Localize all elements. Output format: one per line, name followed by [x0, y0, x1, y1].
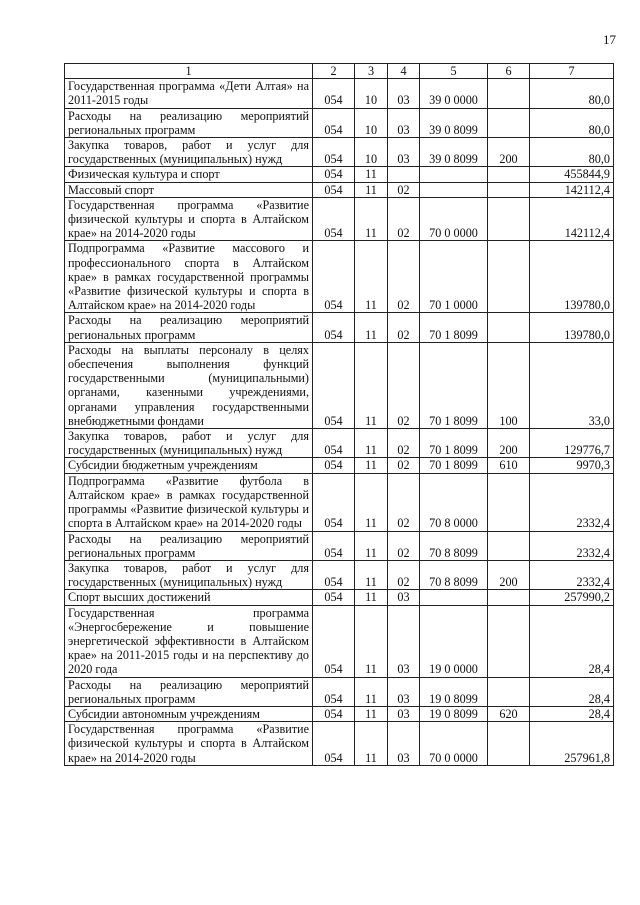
- row-subsection-cell: 02: [388, 197, 420, 241]
- row-target-article-cell: [420, 167, 488, 182]
- row-expense-type-cell: [488, 182, 530, 197]
- header-col-5: 5: [420, 64, 488, 79]
- row-subsection-cell: 03: [388, 79, 420, 108]
- row-section-cell: 11: [355, 677, 388, 706]
- row-grbs-cell: 054: [313, 167, 355, 182]
- row-sum-cell: 257961,8: [530, 722, 614, 766]
- row-target-article-cell: 19 0 8099: [420, 677, 488, 706]
- row-target-article-cell: 70 8 8099: [420, 531, 488, 560]
- row-sum-cell: 139780,0: [530, 241, 614, 313]
- row-sum-cell: 28,4: [530, 605, 614, 677]
- row-expense-type-cell: [488, 108, 530, 137]
- row-target-article-cell: 70 8 8099: [420, 560, 488, 589]
- row-sum-cell: 28,4: [530, 677, 614, 706]
- header-col-3: 3: [355, 64, 388, 79]
- row-target-article-cell: 39 0 8099: [420, 108, 488, 137]
- table-row: [65, 458, 614, 473]
- row-grbs-cell: 054: [313, 677, 355, 706]
- row-grbs-cell: 054: [313, 605, 355, 677]
- table-row: [65, 313, 614, 342]
- row-name-cell: Закупка товаров, работ и услуг для государственных (муниципальных) нужд: [65, 429, 313, 458]
- row-name-cell: Расходы на реализацию мероприятий региональных программ: [65, 108, 313, 137]
- row-expense-type-cell: [488, 167, 530, 182]
- row-expense-type-cell: [488, 197, 530, 241]
- row-expense-type-cell: [488, 605, 530, 677]
- row-name-cell: Подпрограмма «Развитие массового и профессионального спорта в Алтайском крае» в рамках государственной программы «Развитие физической культуры и спорта в Алтайском крае» на 2014-2020 годы: [65, 241, 313, 313]
- row-subsection-cell: 02: [388, 560, 420, 589]
- row-expense-type-cell: 100: [488, 342, 530, 428]
- table-row: [65, 722, 614, 766]
- row-name-cell: Государственная программа «Энергосбережение и повышение энергетической эффективности в Алтайском крае» на 2011-2015 годы и на перспективу до 2020 года: [65, 605, 313, 677]
- row-grbs-cell: 054: [313, 429, 355, 458]
- row-subsection-cell: 02: [388, 342, 420, 428]
- header-col-7: 7: [530, 64, 614, 79]
- row-name-cell: Расходы на выплаты персоналу в целях обеспечения выполнения функций государственными (муниципальными) органами, казенными учреждениями, органами управления государственными внебюджетными фондами: [65, 342, 313, 428]
- row-section-cell: 11: [355, 313, 388, 342]
- row-sum-cell: 139780,0: [530, 313, 614, 342]
- row-target-article-cell: 70 1 8099: [420, 429, 488, 458]
- row-sum-cell: 2332,4: [530, 473, 614, 531]
- row-grbs-cell: 054: [313, 138, 355, 167]
- row-expense-type-cell: [488, 473, 530, 531]
- row-section-cell: 11: [355, 560, 388, 589]
- row-section-cell: 11: [355, 590, 388, 605]
- row-section-cell: 11: [355, 167, 388, 182]
- row-expense-type-cell: 200: [488, 560, 530, 589]
- row-target-article-cell: 70 1 8099: [420, 458, 488, 473]
- row-name-cell: Физическая культура и спорт: [65, 167, 313, 182]
- row-expense-type-cell: [488, 590, 530, 605]
- row-grbs-cell: 054: [313, 560, 355, 589]
- row-name-cell: Спорт высших достижений: [65, 590, 313, 605]
- row-expense-type-cell: [488, 722, 530, 766]
- row-name-cell: Закупка товаров, работ и услуг для государственных (муниципальных) нужд: [65, 138, 313, 167]
- table-row: [65, 560, 614, 589]
- row-grbs-cell: 054: [313, 722, 355, 766]
- row-target-article-cell: 19 0 8099: [420, 706, 488, 721]
- row-name-cell: Массовый спорт: [65, 182, 313, 197]
- row-sum-cell: 28,4: [530, 706, 614, 721]
- row-expense-type-cell: [488, 313, 530, 342]
- row-expense-type-cell: 610: [488, 458, 530, 473]
- table-header-row: [65, 64, 614, 79]
- table-body: [65, 79, 614, 766]
- row-section-cell: 11: [355, 241, 388, 313]
- row-grbs-cell: 054: [313, 241, 355, 313]
- row-name-cell: Субсидии автономным учреждениям: [65, 706, 313, 721]
- table-row: [65, 605, 614, 677]
- table-row: [65, 531, 614, 560]
- row-subsection-cell: 03: [388, 605, 420, 677]
- page-number: 17: [603, 32, 616, 47]
- row-expense-type-cell: [488, 531, 530, 560]
- row-subsection-cell: 03: [388, 677, 420, 706]
- row-subsection-cell: 02: [388, 458, 420, 473]
- table-row: [65, 182, 614, 197]
- row-sum-cell: 257990,2: [530, 590, 614, 605]
- row-target-article-cell: 39 0 0000: [420, 79, 488, 108]
- table-row: [65, 138, 614, 167]
- row-section-cell: 11: [355, 197, 388, 241]
- table-row: [65, 108, 614, 137]
- row-subsection-cell: 03: [388, 108, 420, 137]
- row-subsection-cell: 02: [388, 313, 420, 342]
- row-target-article-cell: 70 0 0000: [420, 722, 488, 766]
- row-grbs-cell: 054: [313, 706, 355, 721]
- row-expense-type-cell: 200: [488, 429, 530, 458]
- row-target-article-cell: 70 1 8099: [420, 313, 488, 342]
- header-col-2: 2: [313, 64, 355, 79]
- row-subsection-cell: 03: [388, 706, 420, 721]
- table-row: [65, 429, 614, 458]
- row-section-cell: 10: [355, 138, 388, 167]
- row-sum-cell: 80,0: [530, 108, 614, 137]
- row-subsection-cell: 02: [388, 182, 420, 197]
- row-expense-type-cell: 200: [488, 138, 530, 167]
- row-subsection-cell: 03: [388, 138, 420, 167]
- row-sum-cell: 142112,4: [530, 197, 614, 241]
- row-section-cell: 11: [355, 706, 388, 721]
- header-col-1: 1: [65, 64, 313, 79]
- row-section-cell: 11: [355, 473, 388, 531]
- row-name-cell: Подпрограмма «Развитие футбола в Алтайском крае» в рамках государственной программы «Развитие физической культуры и спорта в Алтайском крае» на 2014-2020 годы: [65, 473, 313, 531]
- row-expense-type-cell: [488, 79, 530, 108]
- row-grbs-cell: 054: [313, 458, 355, 473]
- row-sum-cell: 142112,4: [530, 182, 614, 197]
- row-subsection-cell: 02: [388, 429, 420, 458]
- table-row: [65, 590, 614, 605]
- row-section-cell: 11: [355, 531, 388, 560]
- row-grbs-cell: 054: [313, 531, 355, 560]
- header-col-4: 4: [388, 64, 420, 79]
- row-subsection-cell: 03: [388, 722, 420, 766]
- table-row: [65, 473, 614, 531]
- row-grbs-cell: 054: [313, 182, 355, 197]
- row-target-article-cell: [420, 590, 488, 605]
- row-grbs-cell: 054: [313, 108, 355, 137]
- table-row: [65, 167, 614, 182]
- row-section-cell: 11: [355, 342, 388, 428]
- row-expense-type-cell: 620: [488, 706, 530, 721]
- row-sum-cell: 9970,3: [530, 458, 614, 473]
- table-row: [65, 197, 614, 241]
- row-section-cell: 11: [355, 722, 388, 766]
- row-sum-cell: 2332,4: [530, 531, 614, 560]
- row-section-cell: 10: [355, 79, 388, 108]
- table-row: [65, 706, 614, 721]
- row-section-cell: 11: [355, 458, 388, 473]
- row-subsection-cell: 02: [388, 241, 420, 313]
- row-expense-type-cell: [488, 241, 530, 313]
- row-target-article-cell: [420, 182, 488, 197]
- row-grbs-cell: 054: [313, 342, 355, 428]
- row-grbs-cell: 054: [313, 197, 355, 241]
- row-sum-cell: 33,0: [530, 342, 614, 428]
- row-subsection-cell: [388, 167, 420, 182]
- row-sum-cell: 2332,4: [530, 560, 614, 589]
- table-row: [65, 677, 614, 706]
- row-grbs-cell: 054: [313, 79, 355, 108]
- row-section-cell: 11: [355, 182, 388, 197]
- row-subsection-cell: 02: [388, 531, 420, 560]
- table-row: [65, 241, 614, 313]
- row-sum-cell: 80,0: [530, 138, 614, 167]
- row-name-cell: Закупка товаров, работ и услуг для государственных (муниципальных) нужд: [65, 560, 313, 589]
- row-expense-type-cell: [488, 677, 530, 706]
- row-grbs-cell: 054: [313, 590, 355, 605]
- header-col-6: 6: [488, 64, 530, 79]
- row-name-cell: Субсидии бюджетным учреждениям: [65, 458, 313, 473]
- row-subsection-cell: 02: [388, 473, 420, 531]
- row-sum-cell: 455844,9: [530, 167, 614, 182]
- row-sum-cell: 80,0: [530, 79, 614, 108]
- row-target-article-cell: 39 0 8099: [420, 138, 488, 167]
- row-target-article-cell: 70 0 0000: [420, 197, 488, 241]
- row-subsection-cell: 03: [388, 590, 420, 605]
- table-row: [65, 342, 614, 428]
- row-name-cell: Расходы на реализацию мероприятий региональных программ: [65, 677, 313, 706]
- row-name-cell: Расходы на реализацию мероприятий региональных программ: [65, 531, 313, 560]
- row-name-cell: Расходы на реализацию мероприятий региональных программ: [65, 313, 313, 342]
- row-target-article-cell: 19 0 0000: [420, 605, 488, 677]
- row-target-article-cell: 70 1 0000: [420, 241, 488, 313]
- row-name-cell: Государственная программа «Дети Алтая» на 2011-2015 годы: [65, 79, 313, 108]
- row-sum-cell: 129776,7: [530, 429, 614, 458]
- table-row: [65, 79, 614, 108]
- budget-table: [64, 63, 614, 766]
- row-name-cell: Государственная программа «Развитие физической культуры и спорта в Алтайском крае» на 2014-2020 годы: [65, 722, 313, 766]
- row-grbs-cell: 054: [313, 313, 355, 342]
- row-section-cell: 10: [355, 108, 388, 137]
- row-target-article-cell: 70 8 0000: [420, 473, 488, 531]
- row-section-cell: 11: [355, 429, 388, 458]
- row-grbs-cell: 054: [313, 473, 355, 531]
- row-target-article-cell: 70 1 8099: [420, 342, 488, 428]
- row-section-cell: 11: [355, 605, 388, 677]
- row-name-cell: Государственная программа «Развитие физической культуры и спорта в Алтайском крае» на 2014-2020 годы: [65, 197, 313, 241]
